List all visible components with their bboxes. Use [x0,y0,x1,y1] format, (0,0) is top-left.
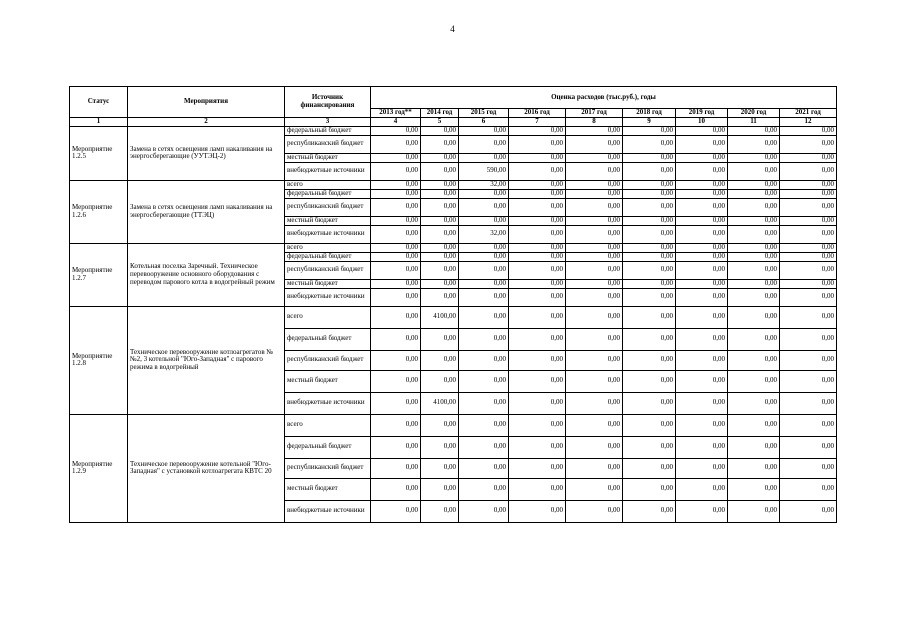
funding-source: местный бюджет [285,153,371,162]
expense-value: 0,00 [728,189,780,198]
expense-value: 0,00 [371,162,421,180]
expense-value: 0,00 [676,478,728,500]
expense-value: 0,00 [780,306,837,328]
expense-value: 0,00 [371,135,421,153]
expense-value: 0,00 [623,288,676,306]
expense-value: 0,00 [509,198,566,216]
header-year: 2017 год [566,109,623,118]
event-status: Мероприятие 1.2.7 [70,243,128,306]
expense-value: 0,00 [421,478,459,500]
expense-value: 0,00 [459,370,509,392]
funding-source: федеральный бюджет [285,252,371,261]
expense-value: 0,00 [421,198,459,216]
expense-value: 0,00 [421,216,459,225]
expense-value: 0,00 [566,225,623,243]
expense-value: 0,00 [728,279,780,288]
expense-value: 0,00 [780,458,837,478]
expense-value: 0,00 [509,261,566,279]
expense-value: 0,00 [509,478,566,500]
expense-value: 0,00 [728,306,780,328]
expense-value: 0,00 [676,306,728,328]
expense-value: 0,00 [623,198,676,216]
table-row [70,306,837,328]
expense-value: 0,00 [728,436,780,458]
expense-value: 0,00 [371,458,421,478]
expense-value: 0,00 [371,153,421,162]
page-number: 4 [450,24,455,34]
column-number: 1 [70,118,128,127]
expense-value: 0,00 [371,126,421,135]
expense-value: 0,00 [728,288,780,306]
expense-value: 0,00 [421,189,459,198]
expense-value: 0,00 [421,243,459,252]
expense-value: 0,00 [371,350,421,370]
expense-value: 4100,00 [421,392,459,414]
header-year: 2016 год [509,109,566,118]
expense-value: 0,00 [459,252,509,261]
expense-value: 0,00 [421,350,459,370]
expense-value: 0,00 [421,135,459,153]
expense-value: 0,00 [566,370,623,392]
expense-value: 0,00 [780,392,837,414]
expense-value: 0,00 [780,126,837,135]
expense-value: 0,00 [509,243,566,252]
event-description: Замена в сетях освещения ламп накаливания на энергосберегающие (УУТЭЦ-2) [128,126,285,180]
expense-value: 0,00 [623,392,676,414]
event-description: Техническое перевооружение котельной "Юго-Западная" с установкой котлоагрегата КВТС 20 [128,414,285,522]
column-number: 6 [459,118,509,127]
expense-value: 0,00 [623,436,676,458]
expense-value: 0,00 [676,252,728,261]
expense-value: 0,00 [780,279,837,288]
expense-value: 0,00 [623,500,676,522]
expense-value: 0,00 [623,414,676,436]
expense-value: 0,00 [780,135,837,153]
expense-value: 0,00 [676,162,728,180]
expense-value: 0,00 [728,392,780,414]
column-number: 7 [509,118,566,127]
column-number: 12 [780,118,837,127]
expense-value: 0,00 [623,189,676,198]
expense-value: 0,00 [509,392,566,414]
expense-value: 0,00 [676,328,728,350]
expense-value: 0,00 [509,414,566,436]
expense-value: 0,00 [566,198,623,216]
expense-value: 0,00 [371,328,421,350]
expense-value: 0,00 [459,306,509,328]
expense-value: 0,00 [780,153,837,162]
expense-value: 0,00 [623,458,676,478]
expense-value: 0,00 [509,458,566,478]
funding-source: федеральный бюджет [285,189,371,198]
expense-value: 0,00 [566,288,623,306]
expense-value: 0,00 [371,478,421,500]
expense-value: 0,00 [676,279,728,288]
expense-value: 0,00 [421,252,459,261]
expense-value: 0,00 [421,328,459,350]
expense-value: 0,00 [728,126,780,135]
expense-value: 0,00 [780,414,837,436]
header-year: 2015 год [459,109,509,118]
header-estimate: Оценка расходов (тыс.руб.), годы [371,87,837,109]
expense-value: 0,00 [728,478,780,500]
column-number: 5 [421,118,459,127]
funding-source: внебюджетные источники [285,288,371,306]
funding-source: внебюджетные источники [285,225,371,243]
expense-value: 0,00 [623,306,676,328]
column-number: 8 [566,118,623,127]
expense-value: 0,00 [566,350,623,370]
column-number: 10 [676,118,728,127]
expense-value: 0,00 [728,414,780,436]
expense-value: 0,00 [676,135,728,153]
expense-value: 0,00 [676,225,728,243]
expense-value: 0,00 [728,162,780,180]
column-number: 9 [623,118,676,127]
expense-value: 0,00 [566,216,623,225]
expense-value: 0,00 [421,126,459,135]
expense-table [69,86,837,523]
header-status: Статус [70,87,128,118]
funding-source: республиканский бюджет [285,458,371,478]
expense-value: 0,00 [421,261,459,279]
expense-value: 0,00 [459,216,509,225]
expense-value: 32,00 [459,225,509,243]
expense-value: 0,00 [566,328,623,350]
expense-value: 0,00 [371,392,421,414]
funding-source: внебюджетные источники [285,392,371,414]
expense-value: 0,00 [566,414,623,436]
expense-value: 0,00 [371,288,421,306]
column-number: 3 [285,118,371,127]
funding-source: местный бюджет [285,370,371,392]
expense-value: 0,00 [509,328,566,350]
expense-value: 0,00 [676,189,728,198]
expense-value: 0,00 [728,135,780,153]
expense-value: 0,00 [780,198,837,216]
expense-value: 0,00 [509,153,566,162]
expense-value: 0,00 [780,500,837,522]
expense-value: 0,00 [728,216,780,225]
expense-value: 0,00 [728,225,780,243]
expense-value: 0,00 [728,243,780,252]
expense-value: 0,00 [623,180,676,189]
expense-value: 0,00 [371,279,421,288]
expense-value: 0,00 [421,279,459,288]
expense-value: 0,00 [459,135,509,153]
expense-value: 0,00 [371,306,421,328]
expense-value: 0,00 [459,458,509,478]
funding-source: федеральный бюджет [285,328,371,350]
expense-value: 0,00 [676,436,728,458]
expense-value: 0,00 [566,135,623,153]
expense-value: 0,00 [676,350,728,370]
expense-value: 0,00 [459,328,509,350]
expense-value: 0,00 [459,279,509,288]
funding-source: федеральный бюджет [285,126,371,135]
expense-value: 0,00 [676,500,728,522]
header-year: 2019 год [676,109,728,118]
expense-value: 0,00 [728,458,780,478]
expense-value: 0,00 [780,180,837,189]
expense-value: 0,00 [371,198,421,216]
funding-source: всего [285,414,371,436]
funding-source: всего [285,180,371,189]
event-status: Мероприятие 1.2.8 [70,306,128,414]
expense-value: 0,00 [623,370,676,392]
column-number: 2 [128,118,285,127]
expense-value: 0,00 [509,189,566,198]
expense-value: 0,00 [728,500,780,522]
funding-source: внебюджетные источники [285,500,371,522]
expense-value: 0,00 [566,252,623,261]
expense-value: 0,00 [566,500,623,522]
expense-value: 0,00 [371,500,421,522]
expense-value: 0,00 [780,189,837,198]
expense-value: 0,00 [780,216,837,225]
funding-source: республиканский бюджет [285,261,371,279]
expense-value: 0,00 [780,436,837,458]
expense-value: 0,00 [728,180,780,189]
expense-value: 0,00 [459,261,509,279]
expense-value: 0,00 [780,162,837,180]
expense-value: 0,00 [780,243,837,252]
funding-source: местный бюджет [285,478,371,500]
expense-value: 0,00 [623,261,676,279]
expense-value: 0,00 [566,436,623,458]
event-status: Мероприятие 1.2.9 [70,414,128,522]
expense-value: 0,00 [509,306,566,328]
expense-value: 4100,00 [421,306,459,328]
event-status: Мероприятие 1.2.6 [70,180,128,243]
funding-source: местный бюджет [285,216,371,225]
expense-value: 590,00 [459,162,509,180]
expense-value: 0,00 [459,198,509,216]
expense-value: 0,00 [459,153,509,162]
expense-value: 0,00 [780,350,837,370]
expense-value: 0,00 [623,126,676,135]
expense-value: 0,00 [509,225,566,243]
expense-value: 0,00 [728,328,780,350]
expense-value: 0,00 [509,126,566,135]
expense-value: 0,00 [371,216,421,225]
expense-value: 0,00 [421,162,459,180]
expense-value: 0,00 [566,261,623,279]
expense-value: 0,00 [459,414,509,436]
expense-value: 0,00 [459,436,509,458]
expense-value: 0,00 [509,436,566,458]
event-description: Техническое перевооружение котлоагрегатов №№2, 3 котельной "Юго-Западная" с парового режима в водогрейный [128,306,285,414]
expense-value: 0,00 [421,153,459,162]
expense-value: 0,00 [566,243,623,252]
expense-value: 0,00 [459,243,509,252]
expense-value: 0,00 [421,370,459,392]
expense-value: 0,00 [623,162,676,180]
expense-value: 0,00 [780,252,837,261]
expense-value: 0,00 [509,279,566,288]
expense-value: 0,00 [421,458,459,478]
expense-value: 0,00 [623,216,676,225]
expense-value: 0,00 [676,126,728,135]
expense-value: 0,00 [509,135,566,153]
expense-value: 0,00 [421,288,459,306]
expense-value: 0,00 [509,370,566,392]
expense-value: 32,00 [459,180,509,189]
expense-value: 0,00 [780,288,837,306]
funding-source: республиканский бюджет [285,135,371,153]
expense-value: 0,00 [728,350,780,370]
expense-value: 0,00 [676,392,728,414]
expense-value: 0,00 [780,328,837,350]
expense-value: 0,00 [676,243,728,252]
table-row [70,414,837,436]
expense-value: 0,00 [459,350,509,370]
column-number: 11 [728,118,780,127]
expense-value: 0,00 [421,436,459,458]
header-year: 2013 год** [371,109,421,118]
expense-value: 0,00 [459,126,509,135]
funding-source: всего [285,306,371,328]
expense-value: 0,00 [459,189,509,198]
expense-value: 0,00 [566,180,623,189]
funding-source: местный бюджет [285,279,371,288]
header-year: 2021 год [780,109,837,118]
funding-source: федеральный бюджет [285,436,371,458]
expense-value: 0,00 [371,252,421,261]
expense-value: 0,00 [780,370,837,392]
expense-value: 0,00 [623,243,676,252]
expense-value: 0,00 [623,135,676,153]
expense-value: 0,00 [371,370,421,392]
expense-value: 0,00 [509,350,566,370]
expense-value: 0,00 [728,370,780,392]
expense-value: 0,00 [780,261,837,279]
expense-value: 0,00 [566,126,623,135]
expense-value: 0,00 [566,189,623,198]
funding-source: внебюджетные источники [285,162,371,180]
funding-source: всего [285,243,371,252]
header-year: 2014 год [421,109,459,118]
column-number: 4 [371,118,421,127]
expense-value: 0,00 [623,328,676,350]
expense-value: 0,00 [566,306,623,328]
table-row [70,126,837,135]
expense-value: 0,00 [623,225,676,243]
expense-value: 0,00 [459,288,509,306]
expense-value: 0,00 [566,279,623,288]
expense-value: 0,00 [676,261,728,279]
expense-value: 0,00 [371,225,421,243]
expense-value: 0,00 [728,252,780,261]
event-description: Замена в сетях освещения ламп накаливания на энергосберегающие (ТТЭЦ) [128,180,285,243]
expense-value: 0,00 [623,350,676,370]
expense-value: 0,00 [676,288,728,306]
funding-source: республиканский бюджет [285,350,371,370]
event-status: Мероприятие 1.2.5 [70,126,128,180]
expense-value: 0,00 [728,198,780,216]
expense-value: 0,00 [421,500,459,522]
expense-value: 0,00 [676,370,728,392]
expense-value: 0,00 [676,216,728,225]
expense-value: 0,00 [623,252,676,261]
expense-value: 0,00 [676,180,728,189]
header-year: 2018 год [623,109,676,118]
funding-source: республиканский бюджет [285,198,371,216]
expense-value: 0,00 [566,392,623,414]
expense-value: 0,00 [509,162,566,180]
expense-value: 0,00 [623,279,676,288]
expense-value: 0,00 [566,153,623,162]
table-row [70,180,837,189]
expense-value: 0,00 [566,458,623,478]
expense-value: 0,00 [459,500,509,522]
expense-value: 0,00 [566,478,623,500]
expense-value: 0,00 [509,500,566,522]
expense-value: 0,00 [676,458,728,478]
expense-value: 0,00 [780,478,837,500]
expense-value: 0,00 [509,252,566,261]
expense-value: 0,00 [421,180,459,189]
expense-value: 0,00 [371,261,421,279]
expense-value: 0,00 [566,162,623,180]
expense-value: 0,00 [371,414,421,436]
expense-value: 0,00 [459,478,509,500]
header-source: Источник финансирования [285,87,371,118]
expense-value: 0,00 [459,392,509,414]
event-description: Котельная поселка Заречный. Техническое перевооружение основного оборудования с переводом парового котла в водогрейный режим [128,243,285,306]
expense-value: 0,00 [509,216,566,225]
expense-value: 0,00 [780,225,837,243]
expense-value: 0,00 [421,414,459,436]
expense-value: 0,00 [676,414,728,436]
expense-value: 0,00 [676,198,728,216]
expense-value: 0,00 [371,180,421,189]
expense-value: 0,00 [676,153,728,162]
expense-value: 0,00 [728,261,780,279]
expense-value: 0,00 [371,436,421,458]
expense-value: 0,00 [421,225,459,243]
expense-value: 0,00 [728,153,780,162]
expense-value: 0,00 [509,288,566,306]
header-event: Мероприятия [128,87,285,118]
expense-value: 0,00 [371,189,421,198]
expense-value: 0,00 [623,478,676,500]
expense-value: 0,00 [371,243,421,252]
expense-value: 0,00 [509,180,566,189]
table-row [70,243,837,252]
header-year: 2020 год [728,109,780,118]
expense-value: 0,00 [623,153,676,162]
